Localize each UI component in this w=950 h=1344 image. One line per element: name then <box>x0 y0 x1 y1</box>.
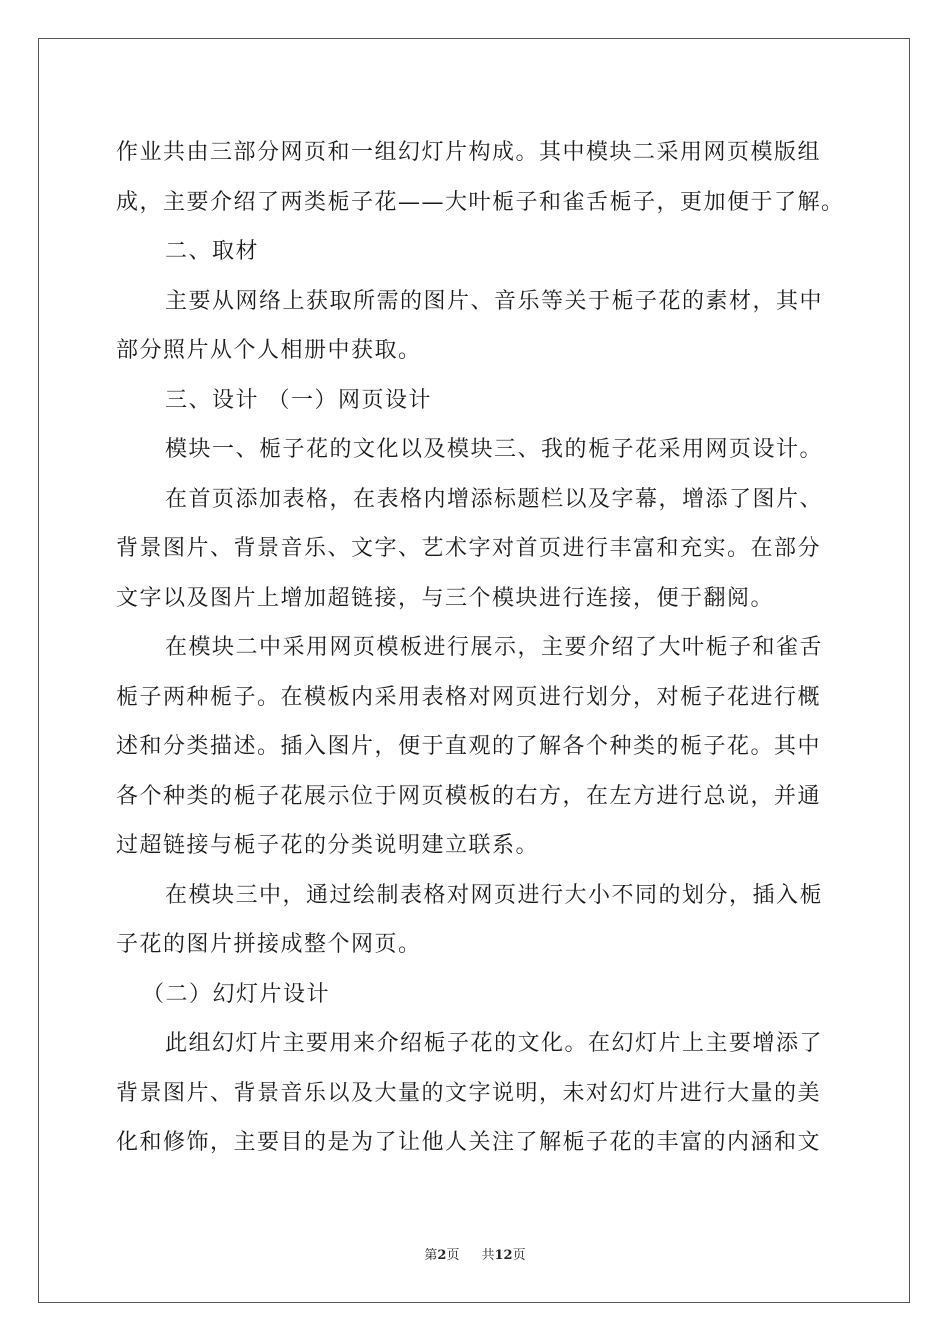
paragraph-line: 子花的图片拼接成整个网页。 <box>116 932 422 957</box>
paragraph-line: 在首页添加表格，在表格内增添标题栏以及字幕，增添了图片、 <box>165 486 824 512</box>
document-body <box>116 128 845 1168</box>
paragraph-line: 部分照片从个人相册中获取。 <box>116 338 422 363</box>
total-suffix: 页 <box>512 1248 526 1263</box>
paragraph-line: 各个种类的栀子花展示位于网页模板的右方，在左方进行总说，并通 <box>116 783 822 809</box>
section-heading: 三、设计 （一）网页设计 <box>165 387 432 413</box>
paragraph-line: 成，主要介绍了两类栀子花——大叶栀子和雀舌栀子，更加便于了解。 <box>116 189 845 215</box>
paragraph-line: 背景图片、背景音乐、文字、艺术字对首页进行丰富和充实。在部分 <box>116 536 822 561</box>
paragraph-line: 化和修饰，主要目的是为了让他人关注了解栀子花的丰富的内涵和文 <box>116 1130 822 1155</box>
paragraph-line: 此组幻灯片主要用来介绍栀子花的文化。在幻灯片上主要增添了 <box>165 1031 824 1056</box>
paragraph-line: 栀子两种栀子。在模板内采用表格对网页进行划分，对栀子花进行概 <box>116 684 822 710</box>
paragraph-line: 主要从网络上获取所需的图片、音乐等关于栀子花的素材，其中 <box>165 288 824 314</box>
section-heading: （二）幻灯片设计 <box>142 981 331 1007</box>
page-prefix: 第 <box>424 1248 438 1263</box>
page-footer <box>0 1244 950 1263</box>
paragraph-line: 作业共由三部分网页和一组幻灯片构成。其中模块二采用网页模版组 <box>116 140 822 165</box>
page-suffix: 页 <box>446 1248 460 1263</box>
paragraph-line: 文字以及图片上增加超链接，与三个模块进行连接，便于翻阅。 <box>116 585 775 611</box>
paragraph-line: 背景图片、背景音乐以及大量的文字说明，未对幻灯片进行大量的美 <box>116 1080 822 1106</box>
paragraph-line: 过超链接与栀子花的分类说明建立联系。 <box>116 833 540 858</box>
total-prefix: 共 <box>481 1248 495 1263</box>
paragraph-line: 述和分类描述。插入图片，便于直观的了解各个种类的栀子花。其中 <box>116 734 822 759</box>
paragraph-line: 模块一、栀子花的文化以及模块三、我的栀子花采用网页设计。 <box>165 437 824 462</box>
paragraph-line: 在模块二中采用网页模板进行展示，主要介绍了大叶栀子和雀舌 <box>165 635 824 660</box>
paragraph-line: 在模块三中，通过绘制表格对网页进行大小不同的划分，插入栀 <box>165 882 824 908</box>
page-number: 2 <box>437 1248 447 1263</box>
total-pages: 12 <box>494 1248 513 1263</box>
section-heading: 二、取材 <box>165 239 260 264</box>
